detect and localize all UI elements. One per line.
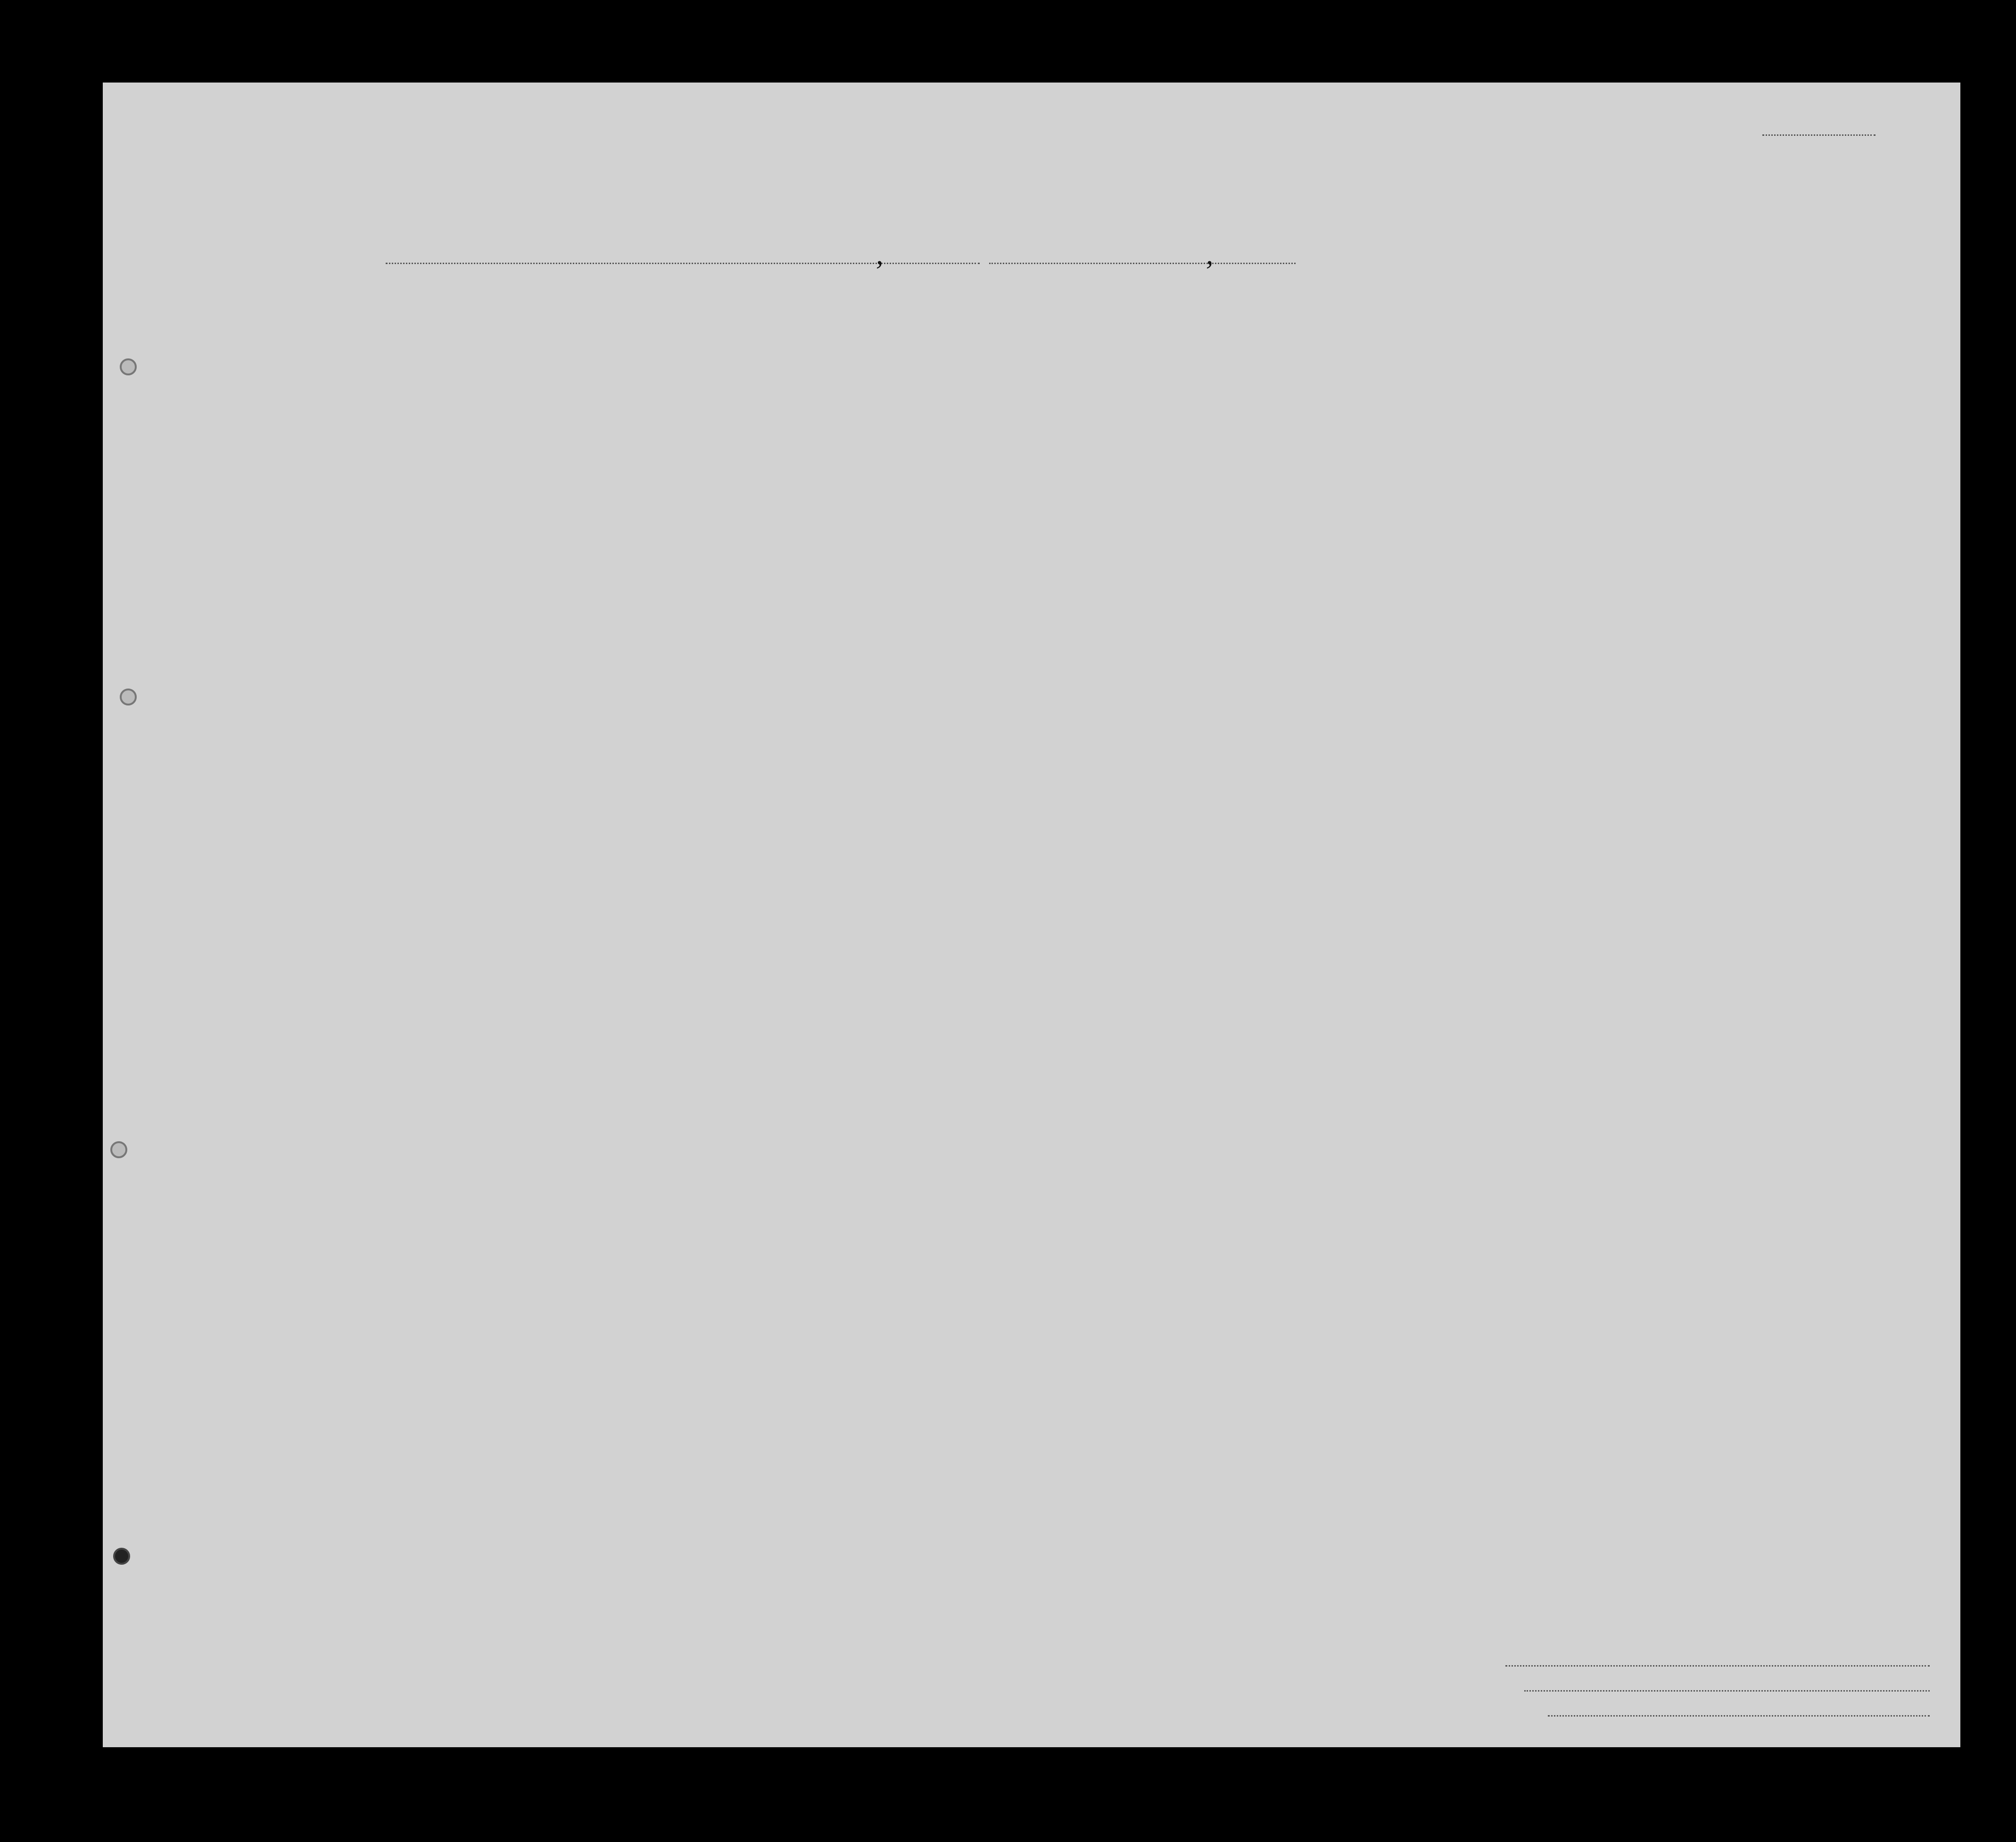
list-dotline — [1762, 134, 1876, 136]
month-dotline — [989, 263, 1296, 264]
comma-sep: , — [876, 239, 884, 271]
punch-hole — [110, 1141, 127, 1158]
agents-dotline — [1548, 1715, 1930, 1717]
punch-hole — [120, 358, 137, 375]
manifest-grid — [103, 83, 1960, 1747]
punch-hole — [120, 689, 137, 705]
owners-dotline — [1524, 1690, 1930, 1692]
manifest-sheet — [103, 83, 1960, 1747]
port-dotline — [386, 263, 980, 264]
punch-hole — [113, 1548, 130, 1565]
comma-sep-2: , — [1206, 239, 1214, 271]
line-dotline — [1505, 1665, 1930, 1667]
